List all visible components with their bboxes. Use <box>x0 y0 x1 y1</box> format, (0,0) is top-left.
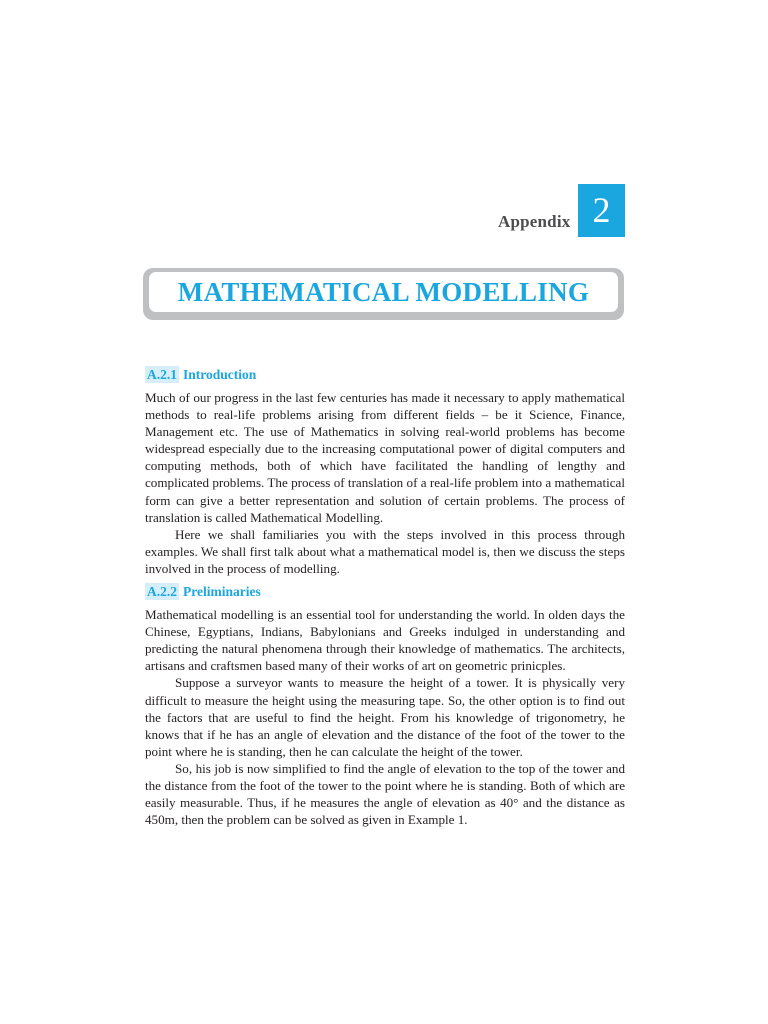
paragraph: Mathematical modelling is an essential tool for understanding the world. In olden days the Chinese, Egyptians, Indians, Babylonians and Greeks indulged in understanding and predicting the natural phenomena through their knowledge of mathematics. The architects, artisans and craftsmen based many of their works of art on geometric prinicples. <box>145 607 625 674</box>
section-heading-introduction <box>145 366 625 383</box>
section-number: A.2.1 <box>147 367 177 382</box>
paragraph: Suppose a surveyor wants to measure the height of a tower. It is physically very difficult to measure the height using the measuring tape. So, the other option is to find out the factors that are useful to find the height. From his knowledge of trigonometry, he knows that if he has an angle of elevation and the distance of the foot of the tower to the point where he is standing, then he can calculate the height of the tower. <box>145 675 625 759</box>
appendix-header <box>496 184 625 237</box>
paragraph: Much of our progress in the last few centuries has made it necessary to apply mathematical methods to real-life problems arising from different fields – be it Science, Finance, Management etc. The use of Mathematics in solving real-world problems has become widespread especially due to the increasing computational power of digital computers and computing methods, both of which have facilitated the handling of lengthy and complicated problems. The process of translation of a real-life problem into a mathematical form can give a better representation and solution of certain problems. The process of translation is called Mathematical Modelling. <box>145 390 625 525</box>
section-title: Introduction <box>183 366 257 382</box>
section-title: Preliminaries <box>183 583 261 599</box>
chapter-title-box <box>149 272 618 312</box>
section-heading-preliminaries <box>145 583 625 600</box>
appendix-number: 2 <box>578 184 625 237</box>
page-body <box>145 366 625 828</box>
appendix-label: Appendix <box>498 212 571 231</box>
section-number: A.2.2 <box>147 584 177 600</box>
paragraph: Here we shall familiaries you with the steps involved in this process through examples. We shall first talk about what a mathematical model is, then we discuss the steps involved in the process of modelling. <box>145 526 625 576</box>
chapter-title: MATHEMATICAL MODELLING <box>177 276 590 307</box>
chapter-title-frame <box>143 268 624 320</box>
paragraph: So, his job is now simplified to find the angle of elevation to the top of the tower and the distance from the foot of the tower to the point where he is standing. Both of which are easily measurable. Thus, if he measures the angle of elevation as 40° and the distance as 450m, then the problem can be solved as given in Example 1. <box>145 760 625 828</box>
